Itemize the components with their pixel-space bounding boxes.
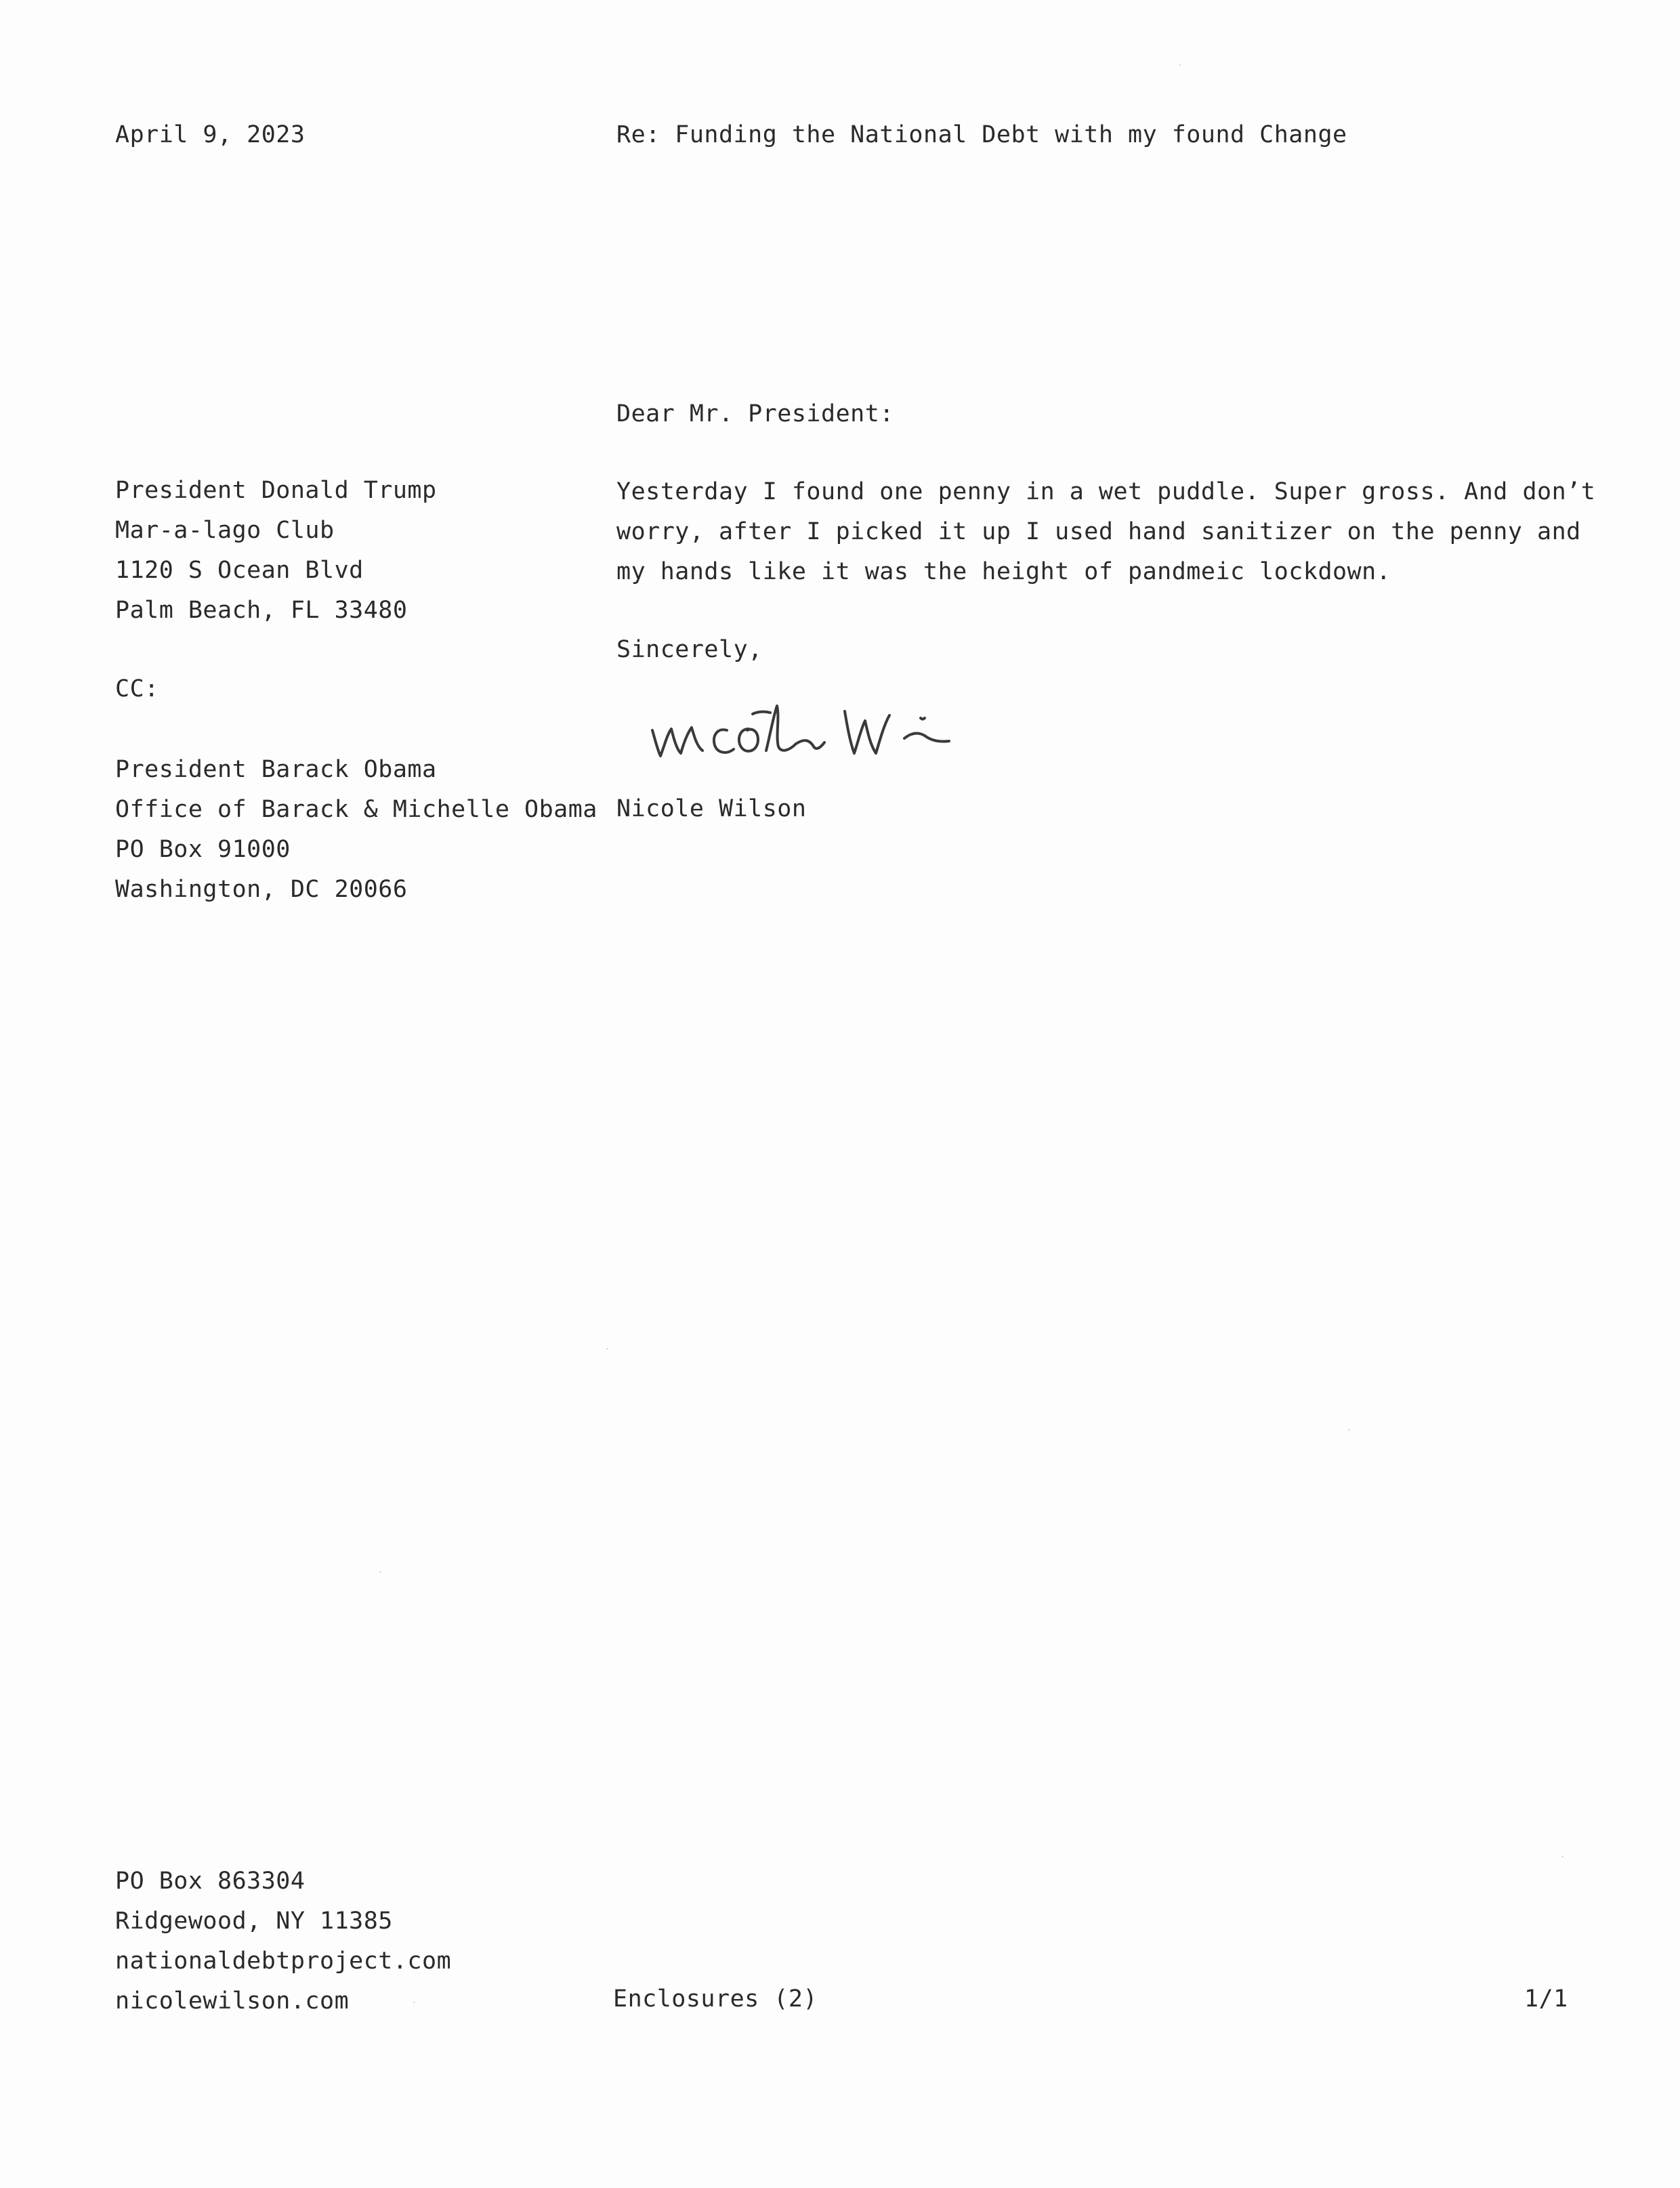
cc-line: President Barack Obama [115, 756, 437, 783]
signer-name: Nicole Wilson [616, 795, 807, 822]
sender-website: nationaldebtproject.com [115, 1948, 452, 1975]
recipient-address [115, 471, 437, 631]
body-line: Yesterday I found one penny in a wet puddle. Super gross. And don’t [616, 478, 1596, 505]
recipient-line: President Donald Trump [115, 477, 437, 504]
recipient-line: 1120 S Ocean Blvd [115, 557, 364, 584]
salutation: Dear Mr. President: [616, 400, 894, 427]
cc-line: Washington, DC 20066 [115, 876, 408, 903]
page-number: 1/1 [1524, 1985, 1568, 2013]
letter-body [616, 472, 1595, 592]
body-line: my hands like it was the height of pandmeic lockdown. [616, 558, 1391, 585]
sender-line: PO Box 863304 [115, 1868, 306, 1895]
cc-line: PO Box 91000 [115, 836, 291, 863]
cc-line: Office of Barack & Michelle Obama [115, 796, 597, 823]
sender-address [115, 1861, 451, 2021]
scan-speck [379, 1572, 381, 1573]
scan-speck [606, 1348, 608, 1349]
cc-address [115, 750, 597, 910]
letter-date: April 9, 2023 [115, 121, 306, 148]
handwritten-signature [647, 691, 972, 765]
sender-website: nicolewilson.com [115, 1987, 350, 2015]
scan-speck [1348, 1429, 1350, 1431]
recipient-line: Palm Beach, FL 33480 [115, 597, 408, 624]
recipient-line: Mar-a-lago Club [115, 517, 335, 544]
scan-speck [413, 2002, 415, 2003]
closing: Sincerely, [616, 636, 763, 663]
scan-speck [1561, 1856, 1563, 1857]
body-line: worry, after I picked it up I used hand sanitizer on the penny and [616, 518, 1581, 545]
sender-line: Ridgewood, NY 11385 [115, 1908, 393, 1935]
letter-subject: Re: Funding the National Debt with my found Change [616, 121, 1347, 148]
enclosures-note: Enclosures (2) [613, 1985, 818, 2013]
cc-label: CC: [115, 675, 159, 702]
scan-speck [1179, 64, 1181, 66]
